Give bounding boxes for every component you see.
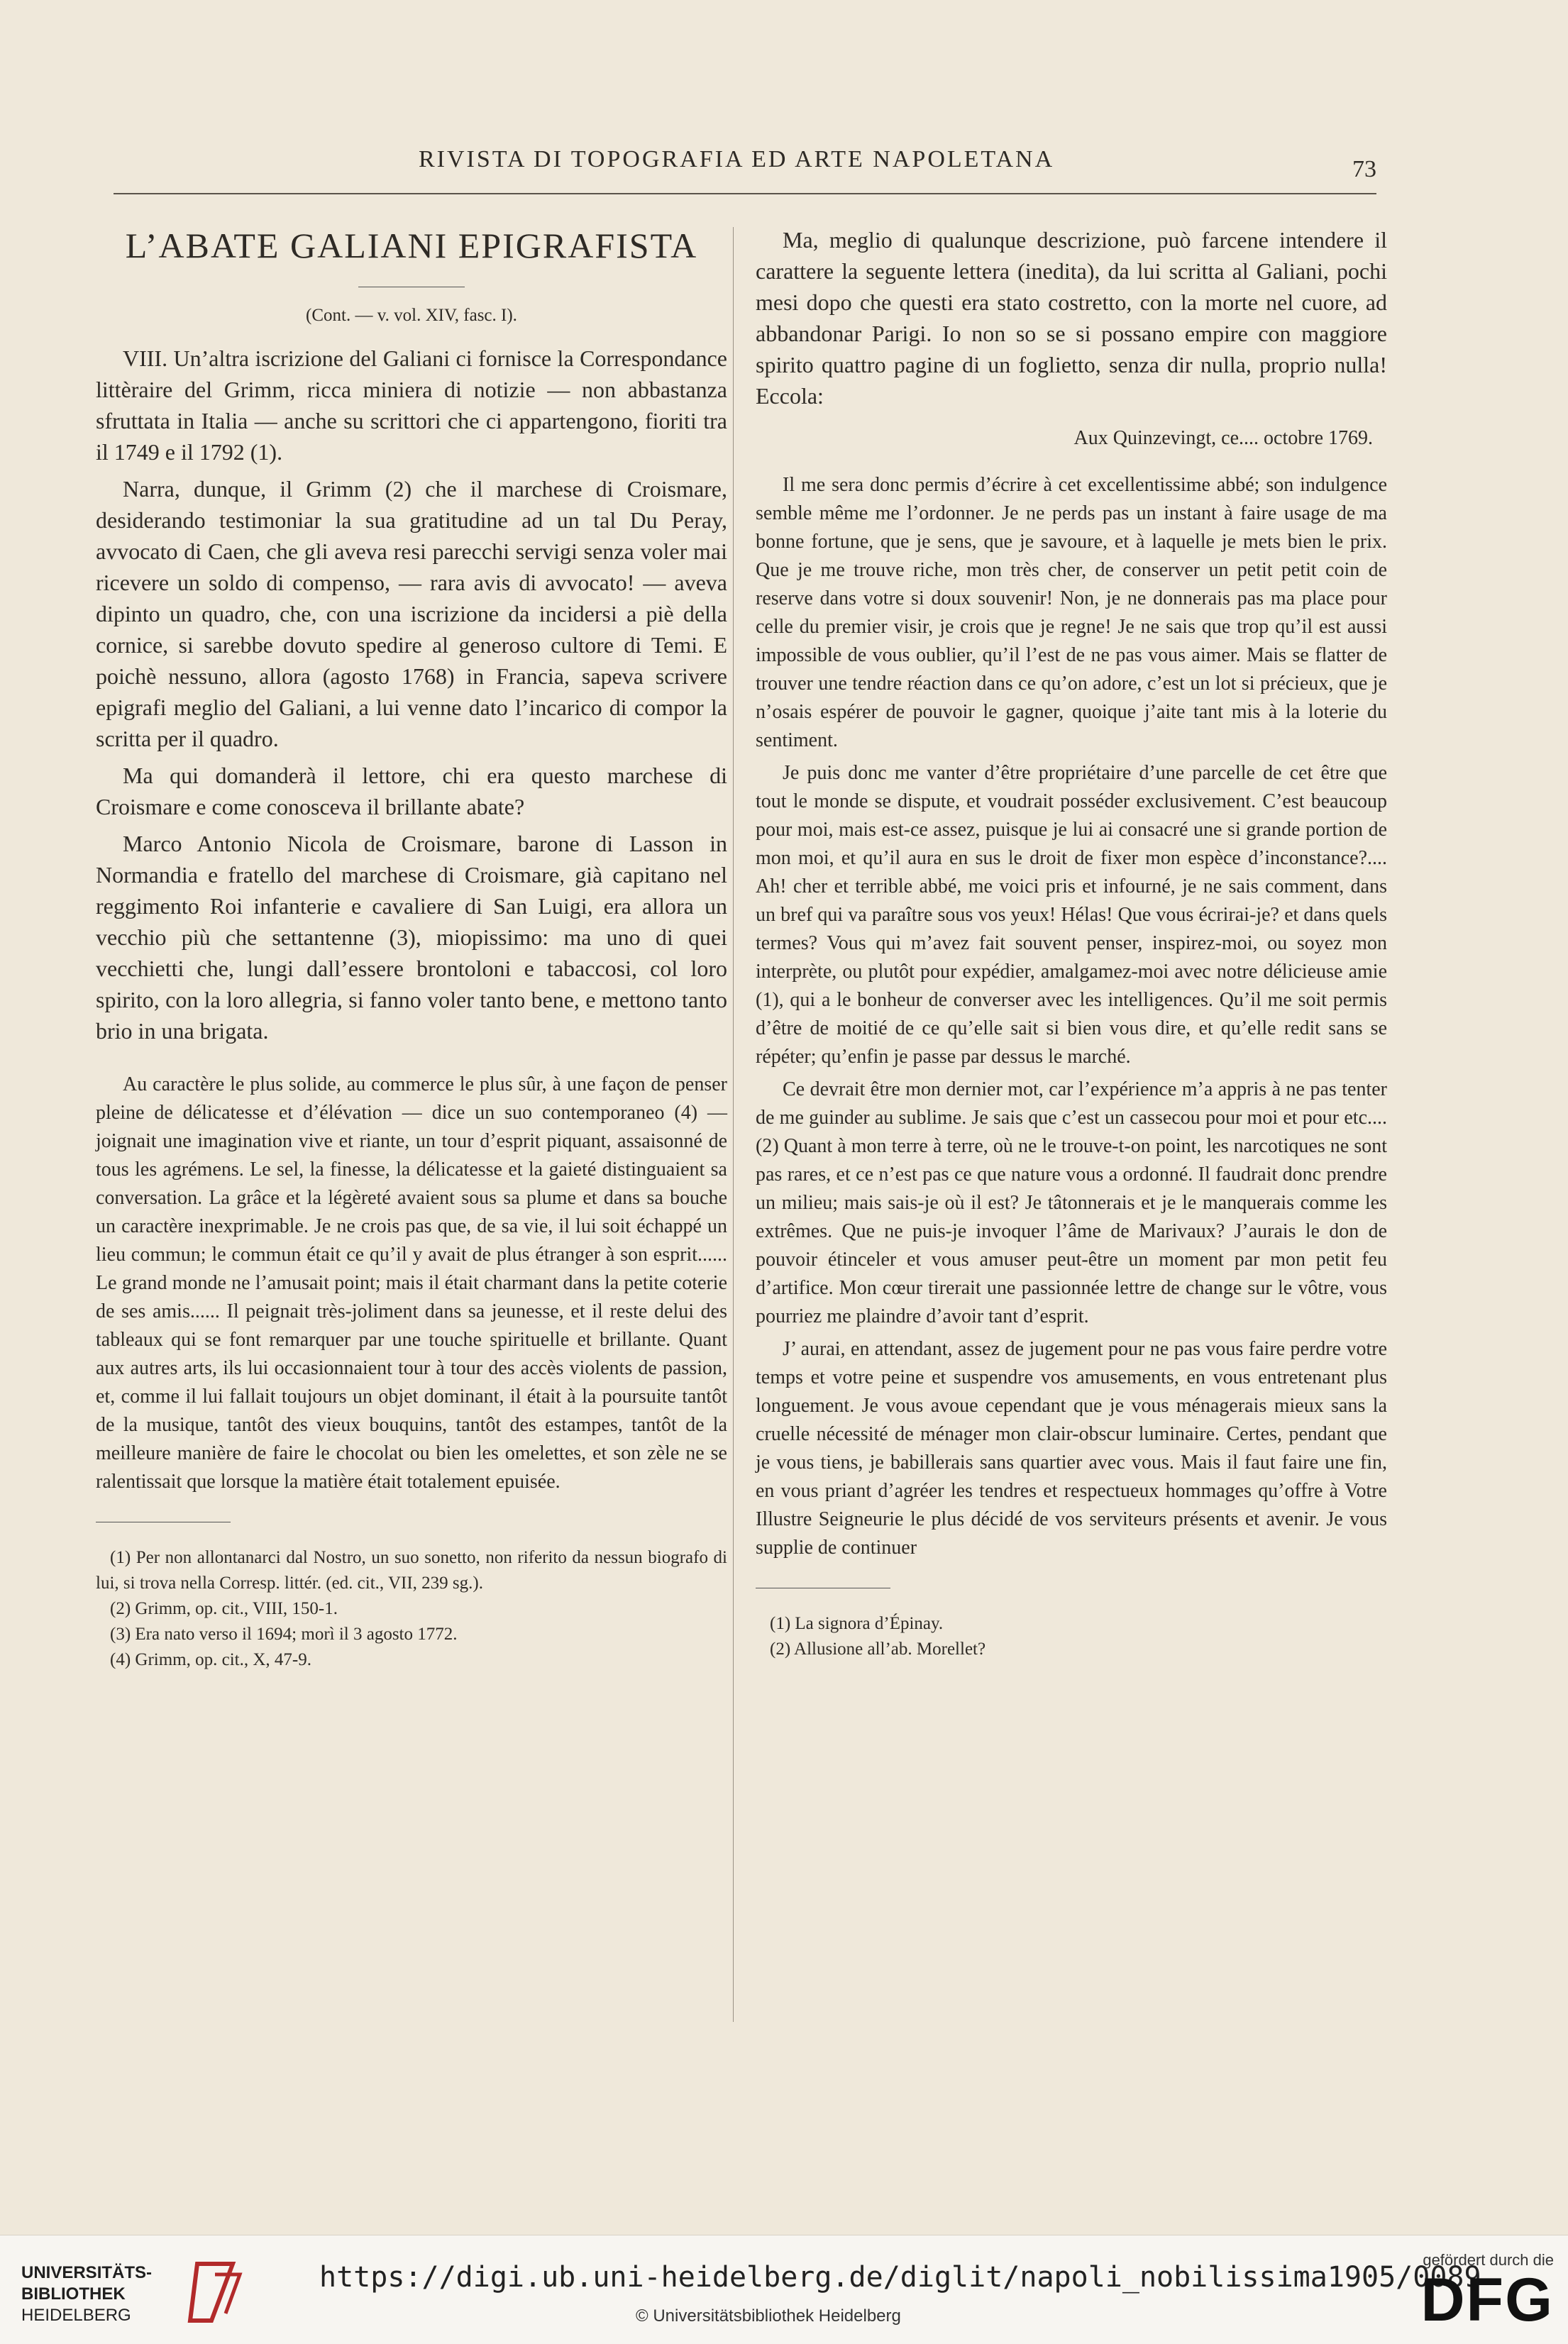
library-name-line: HEIDELBERG — [21, 2306, 131, 2325]
footnotes — [756, 1611, 1387, 1662]
paragraph: Ma qui domanderà il lettore, chi era questo marchese di Croismare e come conosceva il brillante abate? — [96, 763, 727, 819]
footnote: (2) Allusione all’ab. Morellet? — [770, 1640, 986, 1659]
paragraph: Narra, dunque, il Grimm (2) che il marchese di Croismare, desiderando testimoniar la sua gratitudine ad un tal Du Peray, avvocato di Caen, che gli aveva resi parecchi servigi senza voler mai ricevere un soldo di compenso, — rara avis di avvocato! — aveva dipinto un quadro, che, con una iscrizione da incidersi a piè della cornice, si sarebbe dovuto spedire al generoso cultore di Temi. E poichè nessuno, allora (agosto 1768) in Francia, sapeva scrivere epigrafi meglio del Galiani, a lui venne dato l’incarico di compor la scritta per il quadro. — [96, 476, 727, 751]
library-name-line: BIBLIOTHEK — [21, 2284, 126, 2304]
funding-note: gefördert durch die — [1423, 2251, 1554, 2269]
funder-logo-text: DFG — [1420, 2266, 1554, 2334]
continuation-note: (Cont. — v. vol. XIV, fasc. I). — [306, 306, 517, 325]
letter-paragraph: Je puis donc me vanter d’être propriétaire d’une parcelle de cet être que tout le monde se dispute, et voudrait posséder exclusivement. C’est beaucoup pour moi, mais est-ce assez, puisque je lui ai consacré une si grande portion de mon moi, et qu’il aura en sus le droit de fixer mon espèce d’inconstance?.... Ah! cher et terrible abbé, me voici pris et infourné, je ne sais comment, dans un bref qui va paraître sous vos yeux! Hélas! Que vous écrirai-je? et dans quels termes? Vous qui m’avez fait souvent penser, inspirez-moi, ou soyez mon interprète, ou plutôt pour expédier, amalgamez-moi avec notre délicieuse amie (1), qui a le bonheur de converser avec les intelligences. Qu’il me soit permis d’être de moitié de ce qu’elle sait si bien vous dire, et qu’elle redit sans se répéter; qu’enfin je passe par dessus le marché. — [756, 762, 1387, 1068]
footnote: (3) Era nato verso il 1694; morì il 3 agosto 1772. — [110, 1625, 458, 1644]
paragraph: VIII. Un’altra iscrizione del Galiani ci fornisce la Correspondance littèraire del Grimm, ricca miniera di notizie — non abbastanza sfruttata in Italia — anche su scrittori che ci appartengono, fioriti tra il 1749 e il 1792 (1). — [96, 345, 727, 465]
letter-paragraph: Il me sera donc permis d’écrire à cet excellentissime abbé; son indulgence semble même me l’ordonner. Je ne perds pas un instant à faire usage de ma bonne fortune, que je sens, que je savoure, et à laquelle je mets bien le prix. Que je me trouve riche, mon très cher, de conserver un petit petit coin de reserve dans votre si doux souvenir! Non, je ne donnerais pas ma place pour celle du premier visir, je crois que je regne! Je ne sais que trop qu’il est aussi impossible de vous oublier, qu’il l’est de ne pas vous aimer. Mais se flatter de trouver une tendre réaction dans ce qu’on adore, c’est un lot si précieux, que je n’osais espérer de pouvoir le gagner, quoique j’aite tant mis à la loterie du sentiment. — [756, 474, 1387, 751]
footnote: (1) La signora d’Épinay. — [770, 1614, 944, 1633]
letter-dateline: Aux Quinzevingt, ce.... octobre 1769. — [1073, 427, 1373, 449]
dfg-logo[interactable] — [1369, 2251, 1554, 2336]
column-divider — [733, 227, 734, 2022]
running-title: RIVISTA DI TOPOGRAFIA ED ARTE NAPOLETANA — [419, 146, 1055, 172]
header-rule — [114, 193, 1376, 194]
page-number: 73 — [1352, 156, 1376, 182]
running-head — [114, 142, 1376, 184]
footnote: (1) Per non allontanarci dal Nostro, un suo sonetto, non riferito da nessun biografo di lui, si trova nella Corresp. littér. (ed. cit., VII, 239 sg.). — [96, 1548, 727, 1593]
letter-paragraph: J’ aurai, en attendant, assez de jugement pour ne pas vous faire perdre votre temps et votre peine et suspendre vos amusements, en vous entretenant plus longuement. Je vous avoue cependant que je vous ménagerais mieux sans la cruelle nécessité de ménager mon clair-obscur luminaire. Certes, pendant que je vous tiens, je babillerais sans quartier avec vous. Mais il faut faire une fin, en vous priant d’agréer les tendres et respectueux hommages qu’offre à Votre Illustre Seigneurie le plus décidé de vos serviteurs présents et avenir. Je vous supplie de continuer — [756, 1338, 1387, 1559]
permalink-url[interactable]: https://digi.ub.uni-heidelberg.de/diglit/napoli_nobilissima1905/0089 — [319, 2261, 1481, 2294]
copyright-notice: © Universitätsbibliothek Heidelberg — [636, 2306, 901, 2326]
quotation-block — [96, 1071, 727, 1496]
article-title: L’ABATE GALIANI EPIGRAFISTA — [125, 226, 698, 265]
right-column — [756, 224, 1387, 1662]
paragraph: Marco Antonio Nicola de Croismare, barone di Lasson in Normandia e fratello del marchese di Croismare, già capitano nel reggimento Roi infanterie e cavaliere di San Luigi, era allora un vecchio più che settantenne (3), miopissimo: ma uno di quei vecchietti che, lungi dall’essere brontoloni e tabaccosi, col loro spirito, con la loro allegria, si fanno voler tanto bene, e mettono tanto brio in una brigata. — [96, 831, 727, 1044]
footnote: (2) Grimm, op. cit., VIII, 150-1. — [110, 1599, 338, 1618]
paragraph: Ma, meglio di qualunque descrizione, può farcene intendere il carattere la seguente lettera (inedita), da lui scritta al Galiani, pochi mesi dopo che questi era stato costretto, con la morte nel cuore, ad abbandonar Parigi. Io non so se si possano empire con maggiore spirito quattro pagine di un foglietto, senza dir nulla, proprio nulla! Eccola: — [756, 227, 1387, 409]
letter-paragraph: Ce devrait être mon dernier mot, car l’expérience m’a appris à ne pas tenter de me guinder au sublime. Je sais que c’est un cassecou pour moi et pour etc.... (2) Quant à mon terre à terre, où ne le trouve-t-on point, les narcotiques ne sont pas rares, et ce n’est pas ce que nature vous a ordonné. Il faudrait donc prendre un milieu; mais sais-je où il est? Je tâtonnerais et je le manquerais comme les extrêmes. Que ne puis-je invoquer l’âme de Marivaux? J’aurais le don de pouvoir étinceler et vous amuser peut-être un moment par mon petit feu d’artifice. Mon cœur tirerait une passionnée lettre de change sur le vôtre, vous pourriez me plaindre d’avoir tant d’esprit. — [756, 1078, 1387, 1327]
library-logo[interactable] — [21, 2257, 255, 2328]
footnote: (4) Grimm, op. cit., X, 47-9. — [110, 1650, 311, 1669]
viewer-footer — [0, 2235, 1568, 2344]
quotation: Au caractère le plus solide, au commerce le plus sûr, à une façon de penser pleine de délicatesse et d’élévation — dice un suo contemporaneo (4) — joignait une imagination vive et riante, un tour d’esprit piquant, assaisonné de tous les agrémens. Le sel, la finesse, la délicatesse et la gaieté distinguaient sa conversation. La grâce et la légèreté avaient sous sa plume et dans sa bouche un caractère inexprimable. Je ne crois pas que, de sa vie, il lui soit échappé un lieu commun; le commun était ce qu’il y avait de plus étranger à son esprit...... Le grand monde ne l’amusait point; mais il était charmant dans la petite coterie de ses amis...... Il peignait très-joliment dans sa jeunesse, et il reste delui des tableaux qui se font remarquer par une touche spirituelle et brillante. Quant aux autres arts, ils lui occasionnaient tour à tour des accès violents de passion, et, comme il lui fallait toujours un objet dominant, il était à la poursuite tantôt de la musique, tantôt des vieux bouquins, tantôt des estampes, tantôt de la meilleure manière de faire le chocolat ou bien les omelettes, et son zèle ne se ralentissait que lorsque la matière était totalement epuisée. — [96, 1073, 727, 1493]
library-name-line: UNIVERSITÄTS- — [21, 2263, 153, 2282]
footnotes — [96, 1545, 727, 1673]
left-column — [96, 224, 727, 1673]
library-emblem-icon — [183, 2257, 247, 2328]
